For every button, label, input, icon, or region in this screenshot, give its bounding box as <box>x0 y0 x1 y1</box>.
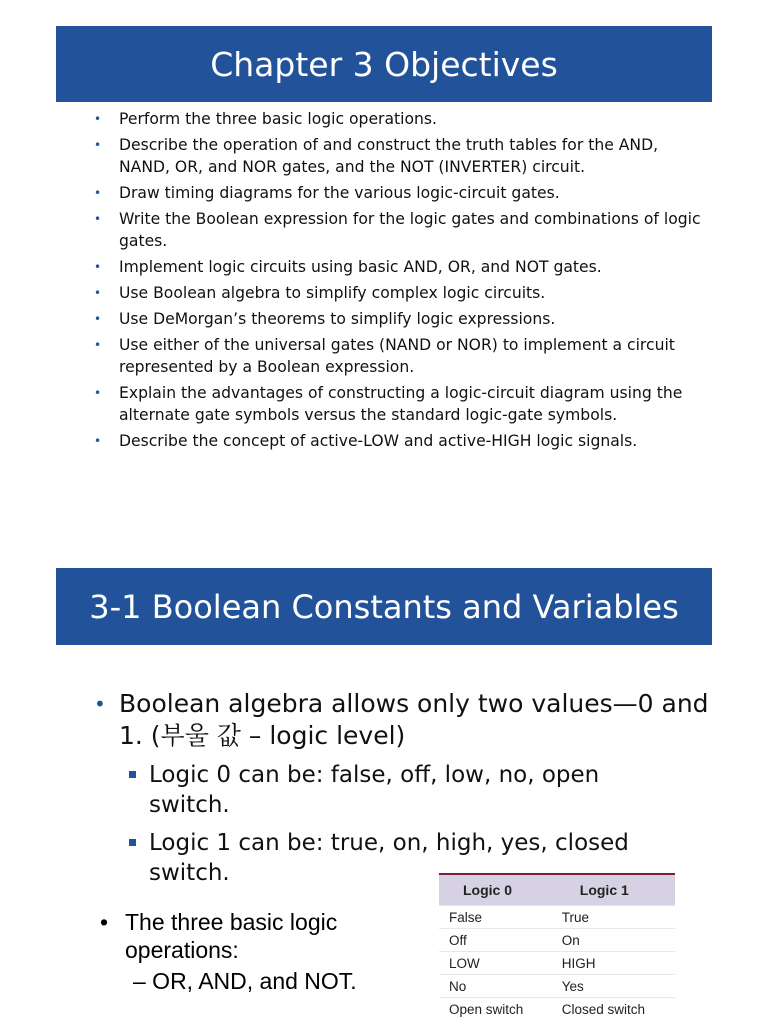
objective-item: • Perform the three basic logic operations. <box>94 108 709 130</box>
section-title: 3-1 Boolean Constants and Variables <box>89 587 679 626</box>
objective-item: • Use DeMorgan’s theorems to simplify logic expressions. <box>94 308 709 330</box>
objective-item: • Write the Boolean expression for the logic gates and combinations of logic gates. <box>94 208 709 252</box>
basic-operations-block <box>100 908 400 995</box>
objective-item: • Describe the concept of active-LOW and active-HIGH logic signals. <box>94 430 709 452</box>
column-header-logic-0: Logic 0 <box>439 874 550 906</box>
objective-item: • Explain the advantages of constructing a logic-circuit diagram using the alternate gate symbols versus the standard logic-gate symbols. <box>94 382 709 426</box>
table-cell: Open switch <box>439 998 550 1021</box>
logic-levels-table <box>439 873 675 1020</box>
logic-1-item: Logic 1 can be: true, on, high, yes, closed switch. <box>127 828 687 888</box>
objective-item: • Draw timing diagrams for the various logic-circuit gates. <box>94 182 709 204</box>
table-cell: On <box>550 929 675 952</box>
table-cell: LOW <box>439 952 550 975</box>
table-row <box>439 906 675 929</box>
objective-item: • Implement logic circuits using basic AND, OR, and NOT gates. <box>94 256 709 278</box>
boolean-values-text: Boolean algebra allows only two values—0 and 1. (부울 값 – logic level) <box>119 689 709 750</box>
chapter-objectives-banner <box>56 26 712 102</box>
section-banner <box>56 568 712 645</box>
logic-0-item: Logic 0 can be: false, off, low, no, open switch. <box>127 760 687 820</box>
objective-item: • Use either of the universal gates (NAND or NOR) to implement a circuit represented by a Boolean expression. <box>94 334 709 378</box>
table-cell: Off <box>439 929 550 952</box>
operations-list-text: – OR, AND, and NOT. <box>133 968 357 994</box>
table-cell: No <box>439 975 550 998</box>
table-row <box>439 952 675 975</box>
objective-item: • Use Boolean algebra to simplify complex logic circuits. <box>94 282 709 304</box>
column-header-logic-1: Logic 1 <box>550 874 675 906</box>
table-cell: HIGH <box>550 952 675 975</box>
table-cell: Yes <box>550 975 675 998</box>
basic-operations-bullet <box>100 908 400 964</box>
table-row <box>439 998 675 1021</box>
objectives-list <box>94 108 709 456</box>
boolean-values-bullet <box>94 688 714 752</box>
bullet-dot-icon: • <box>94 692 106 716</box>
table-cell: True <box>550 906 675 929</box>
table-cell: False <box>439 906 550 929</box>
objective-item: • Describe the operation of and construct the truth tables for the AND, NAND, OR, and NOR gates, and the NOT (INVERTER) circuit. <box>94 134 709 178</box>
basic-operations-text: The three basic logic operations: <box>125 909 338 963</box>
table-row <box>439 929 675 952</box>
table-header-row <box>439 874 675 906</box>
chapter-objectives-title: Chapter 3 Objectives <box>210 44 558 84</box>
bullet-dot-icon: • <box>100 909 109 935</box>
table-cell: Closed switch <box>550 998 675 1021</box>
table-row <box>439 975 675 998</box>
